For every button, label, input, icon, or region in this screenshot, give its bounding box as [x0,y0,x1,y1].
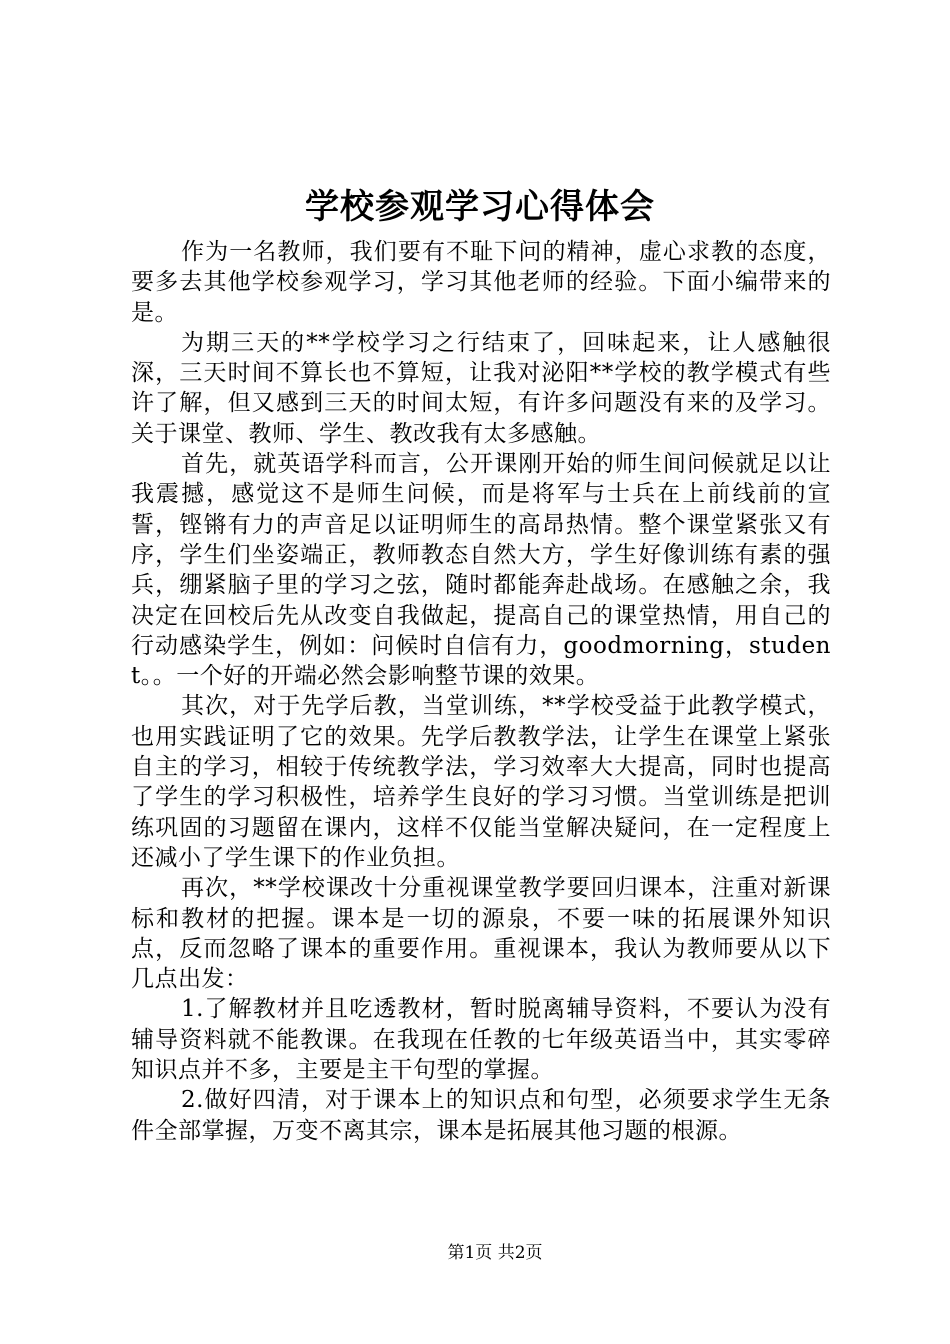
paragraph-first-point: 首先，就英语学科而言，公开课刚开始的师生间问候就足以让我震撼，感觉这不是师生问候，而是将军与士兵在上前线前的宣誓，铿锵有力的声音足以证明师生的高昂热情。整个课堂紧张又有序，学生们坐姿端正，教师教态自然大方，学生好像训练有素的强兵，绷紧脑子里的学习之弦，随时都能奔赴战场。在感触之余，我决定在回校后先从改变自我做起，提高自己的课堂热情，用自己的行动感染学生，例如：问候时自信有力，goodmorning，student。。一个好的开端必然会影响整节课的效果。 [131,451,831,690]
paragraph-third-point: 再次，**学校课改十分重视课堂教学要回归课本，注重对新课标和教材的把握。课本是一切的源泉，不要一味的拓展课外知识点，反而忽略了课本的重要作用。重视课本，我认为教师要从以下几点出发： [131,875,831,993]
list-item-1: 1.了解教材并且吃透教材，暂时脱离辅导资料，不要认为没有辅导资料就不能教课。在我现在任教的七年级英语当中，其实零碎知识点并不多，主要是主干句型的掌握。 [131,996,831,1084]
document-body [131,237,831,1146]
paragraph-visit-summary: 为期三天的**学校学习之行结束了，回味起来，让人感触很深，三天时间不算长也不算短，让我对泌阳**学校的教学模式有些许了解，但又感到三天的时间太短，有许多问题没有来的及学习。关于课堂、教师、学生、教改我有太多感触。 [131,329,831,447]
paragraph-intro: 作为一名教师，我们要有不耻下问的精神，虚心求教的态度，要多去其他学校参观学习，学习其他老师的经验。下面小编带来的是。 [131,239,831,326]
paragraph-second-point: 其次，对于先学后教，当堂训练，**学校受益于此教学模式，也用实践证明了它的效果。先学后教教学法，让学生在课堂上紧张自主的学习，相较于传统教学法，学习效率大大提高，同时也提高了学生的学习积极性，培养学生良好的学习习惯。当堂训练是把训练巩固的习题留在课内，这样不仅能当堂解决疑问，在一定程度上还减小了学生课下的作业负担。 [131,693,831,871]
list-item-2: 2.做好四清，对于课本上的知识点和句型，必须要求学生无条件全部掌握，万变不离其宗，课本是拓展其他习题的根源。 [131,1087,831,1144]
page-number-footer: 第1页 共2页 [447,1243,543,1263]
document-title: 学校参观学习心得体会 [305,187,655,227]
